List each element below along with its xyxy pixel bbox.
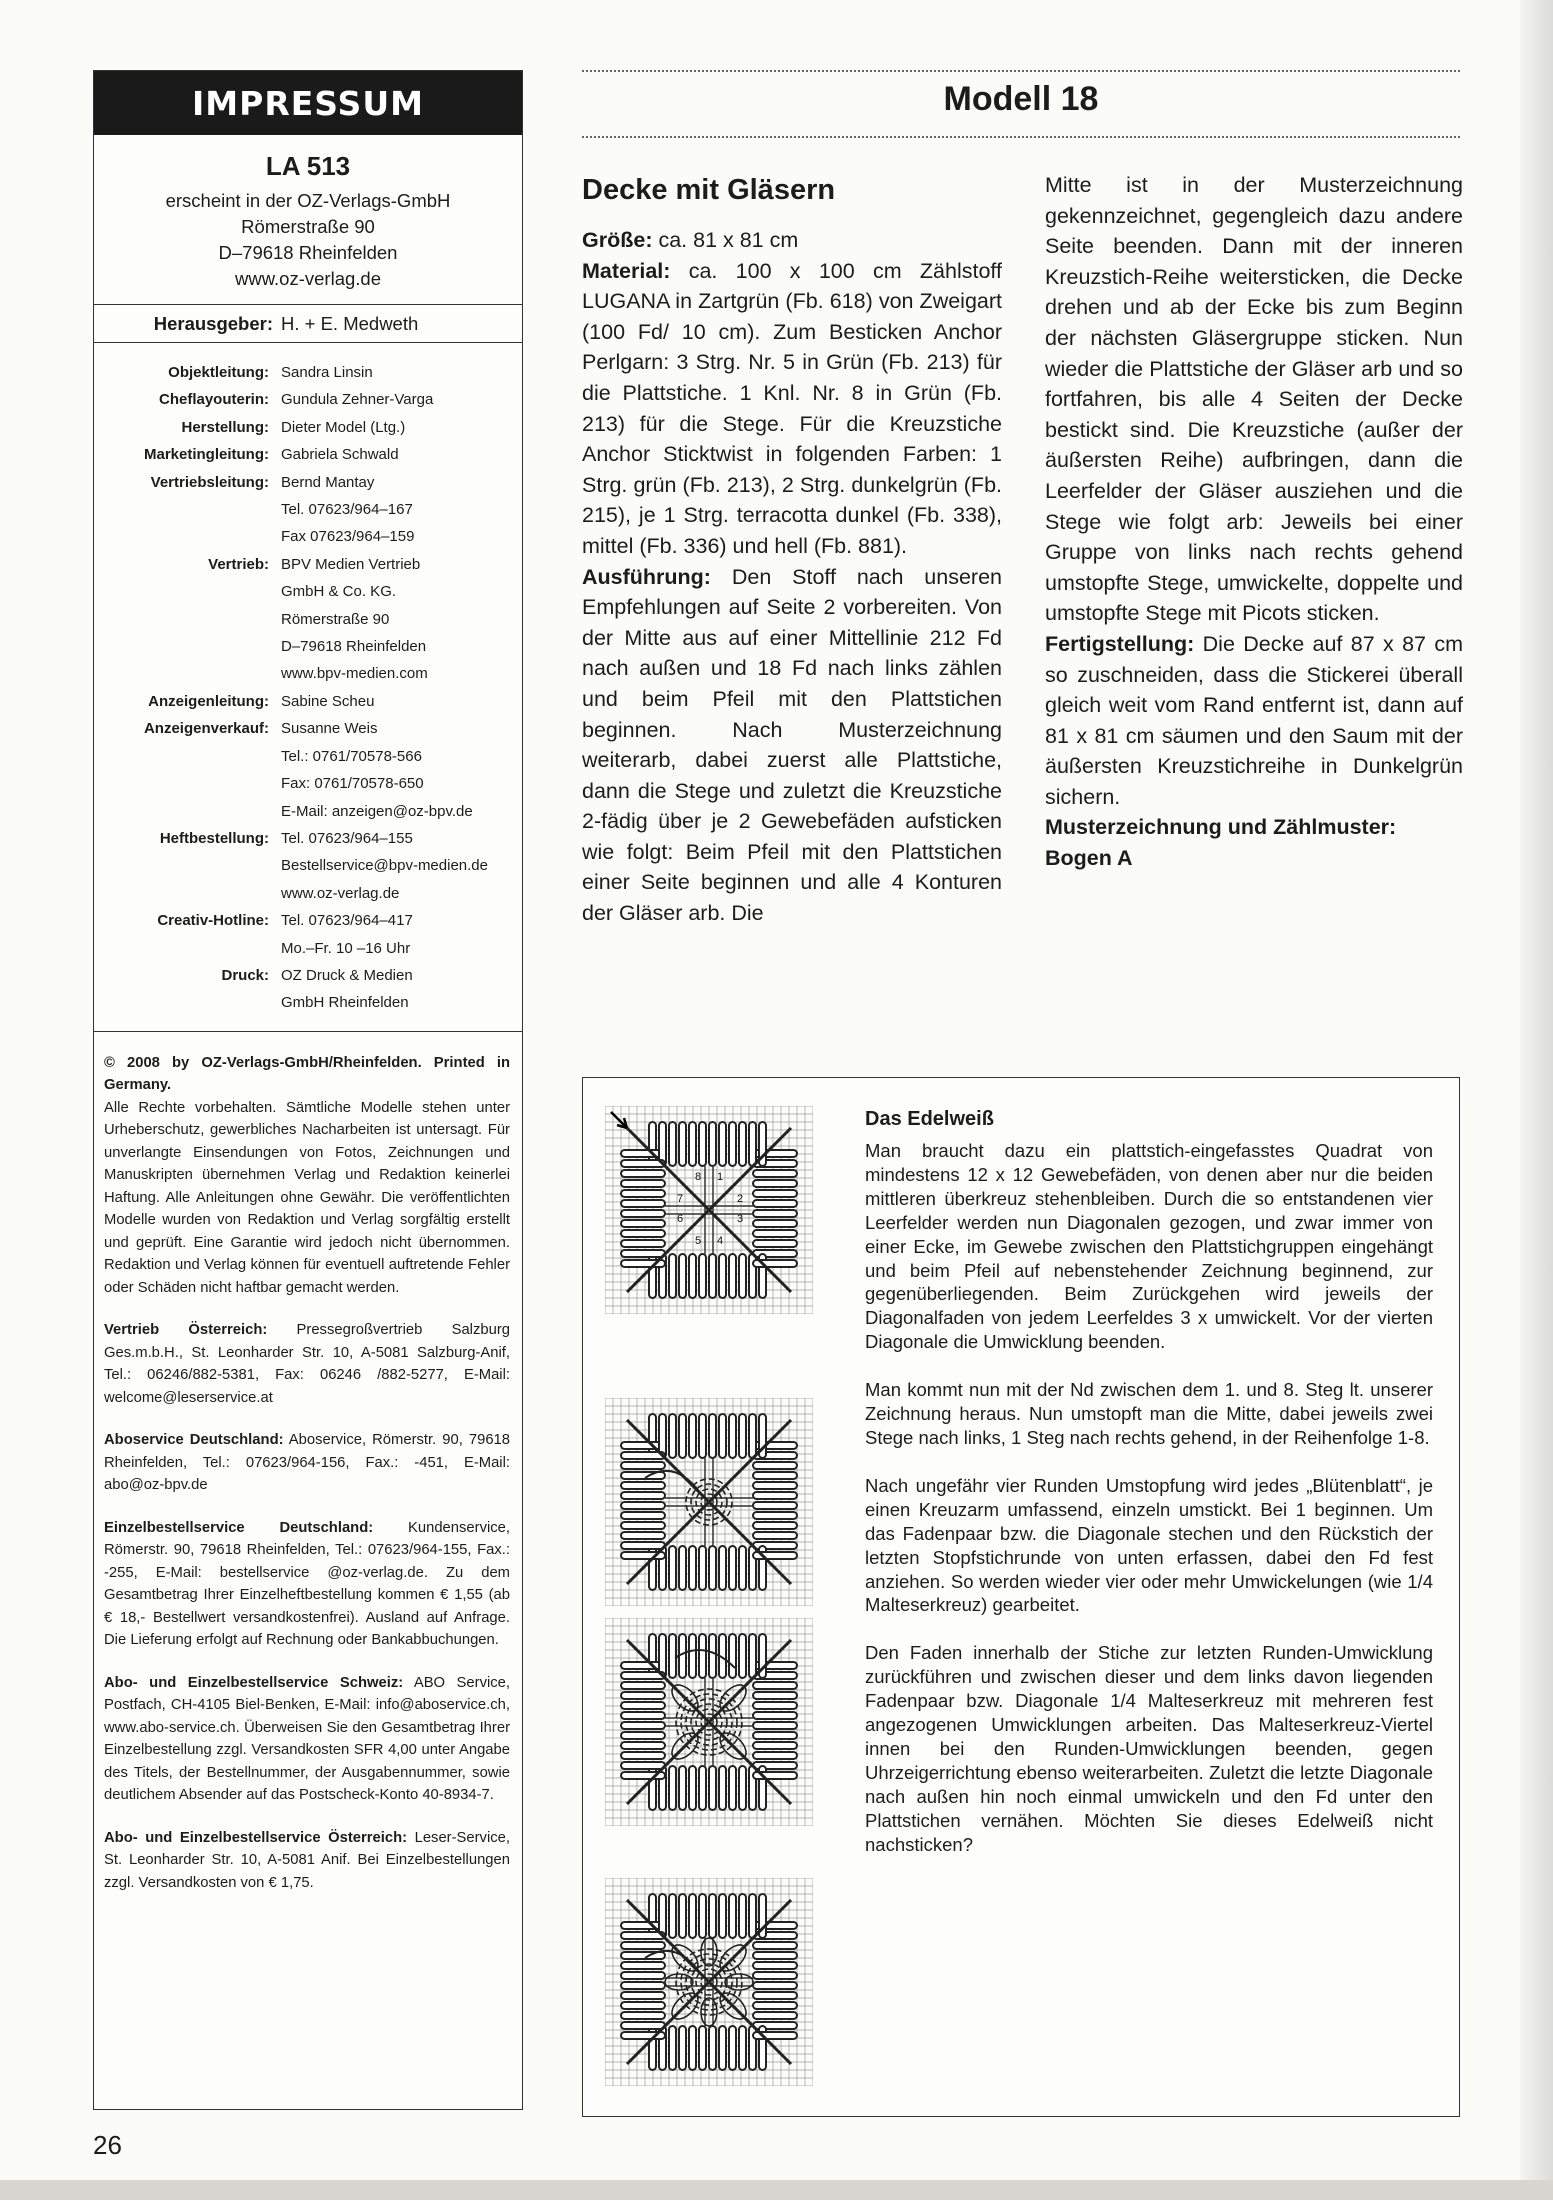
- credit-label: Objektleitung:: [168, 364, 269, 381]
- article-title: Decke mit Gläsern: [582, 174, 836, 206]
- credit-row: [94, 359, 522, 386]
- muster-value: Bogen A: [1045, 846, 1133, 871]
- credit-label: [94, 523, 281, 550]
- fertigstellung-label: Fertigstellung:: [1045, 631, 1195, 656]
- credit-label: [94, 852, 281, 879]
- credit-value: Fax 07623/964–159: [281, 528, 415, 546]
- credits-list: [94, 343, 522, 1032]
- credit-row: [94, 962, 522, 989]
- publisher-line: D–79618 Rheinfelden: [218, 242, 398, 263]
- credit-row: [94, 989, 522, 1016]
- credit-label: Cheflayouterin:: [158, 391, 269, 409]
- stitch-number-label: 6: [677, 1213, 684, 1225]
- credit-row: [94, 496, 522, 523]
- ausfuehrung-text: Den Stoff nach unseren Empfehlungen auf Seite 2 vorbereiten. Von der Mitte aus auf einer Mittellinie 212 Fd nach außen und 18 Fd nach links zählen und beim Pfeil mit den Plattstichen beginnen. Nach Musterzeichnung weiterarb, dabei zuerst alle Plattstiche, dann die Stege und zuletzt die Kreuzstiche 2-fädig über je 2 Gewebefäden aufsticken wie folgt: Beim Pfeil mit den Plattstichen einer Seite beginnen und alle 4 Konturen der Gläser arb. Die: [582, 564, 1002, 926]
- credit-value: E-Mail: anzeigen@oz-bpv.de: [281, 802, 473, 820]
- ausfuehrung-label: Ausführung:: [582, 564, 711, 589]
- stitch-number-label: 8: [695, 1171, 702, 1183]
- credit-value: OZ Druck & Medien: [281, 966, 413, 984]
- credit-value: Bernd Mantay: [281, 473, 375, 491]
- credit-value: Gabriela Schwald: [281, 446, 399, 464]
- edelweiss-box: [582, 1077, 1460, 2117]
- publisher-website[interactable]: www.oz-verlag.de: [234, 268, 381, 289]
- service-note: [104, 1319, 510, 1409]
- edelweiss-diagram-step-2: [605, 1398, 813, 1606]
- stitch-number-label: 3: [737, 1213, 744, 1225]
- service-note: [104, 1827, 510, 1895]
- credit-row: [94, 414, 522, 441]
- muster-paragraph: [1045, 812, 1463, 873]
- credit-row: [94, 907, 522, 934]
- credit-row: [94, 441, 522, 468]
- service-note: [104, 1429, 510, 1497]
- credit-value: GmbH Rheinfelden: [281, 994, 409, 1012]
- credit-label: [94, 660, 281, 687]
- credit-value: Römerstraße 90: [281, 610, 390, 628]
- service-note-text: Pressegroßvertrieb Salzburg Ges.m.b.H., St. Leonharder Str. 10, A-5081 Salzburg-Anif, Tel.: 06246/882-5381, Fax: 06246 /882-5277, E-Mail: welcome@leserservice.at: [104, 1322, 510, 1406]
- credit-label: Herstellung:: [181, 418, 269, 436]
- credit-value: D–79618 Rheinfelden: [281, 638, 427, 656]
- groesse-label: Größe:: [582, 228, 653, 252]
- edelweiss-paragraph: Man braucht dazu ein plattstich-eingefasstes Quadrat von mindestens 12 x 12 Gewebefäden, von denen aber nur die beiden mittleren überkreuz stehenbleiben. Durch die so entstandenen vier Leerfelder werden nun Diagonalen gezogen, und zwar immer von einer Ecke, im Gewebe zwischen den Plattstichgruppen eingehängt und beim Pfeil auf nebenstehender Zeichnung beginnend, zur gegenüberliegenden. Beim Zurückgehen wird jeweils der Diagonalfaden von jedem Leerfeldes 3 x umwickelt. Vor der vierten Diagonale die Umwicklung beenden.: [865, 1140, 1433, 1353]
- edelweiss-diagram-step-3: [605, 1618, 813, 1826]
- issue-number: LA 513: [265, 151, 351, 181]
- service-note-text: ABO Service, Postfach, CH-4105 Biel-Benken, E-Mail: info@aboservice.ch, www.abo-service.ch. Überweisen Sie den Gesamtbetrag Ihrer Einzelbestellung zzgl. Versandkosten SFR 4,00 unter Angabe des Titels, der Bestellnummer, der Ausgabennummer, sowie deutlichem Absender auf das Postscheck-Konto 40-8934-7.: [104, 1674, 510, 1804]
- copyright-title: © 2008 by OZ-Verlags-GmbH/Rheinfelden. Printed in Germany.: [104, 1054, 510, 1094]
- credit-label: Anzeigenverkauf:: [143, 720, 269, 738]
- stitch-number-label: 2: [737, 1193, 744, 1205]
- service-note-label: Aboservice Deutschland:: [104, 1432, 284, 1449]
- credit-value: Bestellservice@bpv-medien.de: [281, 857, 488, 875]
- credit-label: Creativ-Hotline:: [157, 912, 269, 930]
- service-note-text: Leser-Service, St. Leonharder Str. 10, A-5081 Anif. Bei Einzelbestellungen zzgl. Versandkosten von € 1,75.: [104, 1829, 510, 1891]
- publisher-line: erscheint in der OZ-Verlags-GmbH: [165, 190, 451, 211]
- page-number: 26: [93, 2130, 122, 2160]
- credit-row: [94, 578, 522, 605]
- credit-row: [94, 660, 522, 687]
- edelweiss-paragraph: Den Faden innerhalb der Stiche zur letzten Runden-Umwicklung zurückführen und zwischen dieser und dem links davon liegenden Fadenpaar bzw. Diagonale 1/4 Malteserkreuz mit mehreren fest angezogenen Umwicklungen arbeiten. Das Malteserkreuz-Viertel innen bei den Runden-Umwicklungen beenden, gegen Uhrzeigerrichtung ebenso weiterarbeiten. Zuletzt die letzte Diagonale nach außen hin noch einmal umwickeln und den Fd unter den Plattstichen vernähen. Möchten Sie dieses Edelweiß nicht nachsticken?: [865, 1642, 1433, 1855]
- herausgeber-label: Herausgeber:: [153, 312, 273, 334]
- arrow-icon: [611, 1112, 627, 1128]
- dotted-rule: [582, 70, 1460, 72]
- credit-row: [94, 770, 522, 797]
- credit-label: Anzeigenleitung:: [148, 692, 269, 710]
- credit-label: Heftbestellung:: [159, 829, 269, 847]
- edelweiss-paragraph: Man kommt nun mit der Nd zwischen dem 1. und 8. Steg lt. unserer Zeichnung heraus. Nun umstopft man die Mitte, dabei jeweils zwei Stege nach links, 1 Steg nach rechts gehend, in der Reihenfolge 1-8.: [865, 1379, 1433, 1448]
- service-note: [104, 1672, 510, 1807]
- stitch-number-label: 1: [717, 1171, 724, 1183]
- credit-label: Vertriebsleitung:: [150, 473, 269, 491]
- edelweiss-diagram-step-4: [605, 1878, 813, 2086]
- credit-value: Dieter Model (Ltg.): [281, 418, 406, 436]
- copyright-text: Alle Rechte vorbehalten. Sämtliche Modelle stehen unter Urheberschutz, gewerbliches Nacharbeiten ist untersagt. Für unverlangte Einsendungen von Fotos, Zeichnungen und Manuskripten übernehmen Verlag und Redaktion keinerlei Haftung. Alle Anleitungen ohne Gewähr. Die veröffentlichten Modelle wurden von Redaktion und Verlag sorgfältig erstellt und geprüft. Eine Garantie wird jedoch nicht übernommen. Redaktion und Verlag können für eventuell auftretende Fehler oder Schäden nicht haftbar gemacht werden.: [104, 1099, 510, 1296]
- credit-label: [94, 770, 281, 797]
- impressum-header: [94, 135, 522, 305]
- credit-row: [94, 688, 522, 715]
- credit-value: www.oz-verlag.de: [281, 884, 400, 902]
- credit-value: Tel. 07623/964–167: [281, 501, 413, 519]
- dotted-rule: [582, 136, 1460, 138]
- edelweiss-diagram-step-1: [605, 1106, 813, 1314]
- groesse-paragraph: [582, 225, 1002, 256]
- continuation-paragraph: Mitte ist in der Musterzeichnung gekennzeichnet, gegengleich dazu andere Seite beenden. Dann mit der inneren Kreuzstich-Reihe weitersticken, die Decke drehen und ab der Ecke bis zum Beginn der nächsten Gläsergruppe sticken. Nun wieder die Plattstiche der Gläser arb und so fortfahren, bis alle 4 Seiten der Decke bestickt sind. Die Kreuzstiche (außer der äußersten Reihe) aufbringen, dann die Leerfelder der Gläser ausziehen und die Stege wie folgt arb: Jeweils bei einer Gruppe von links nach rechts gehend umstopfte Stege, umwickelte, doppelte und umstopfte Stege mit Picots sticken.: [1045, 173, 1463, 626]
- credit-value: Tel. 07623/964–155: [281, 829, 413, 847]
- model-title: Modell 18: [943, 80, 1099, 118]
- credit-value: Fax: 0761/70578-650: [281, 775, 424, 793]
- credit-label: Marketingleitung:: [143, 446, 269, 464]
- credit-label: Vertrieb:: [208, 555, 269, 573]
- credit-value: Tel. 07623/964–417: [281, 912, 413, 930]
- credit-label: [94, 989, 281, 1016]
- credit-value: GmbH & Co. KG.: [281, 583, 397, 601]
- credit-row: [94, 523, 522, 550]
- credit-value: www.bpv-medien.com: [281, 665, 428, 683]
- credit-row: [94, 386, 522, 413]
- credit-row: [94, 606, 522, 633]
- credit-row: [94, 880, 522, 907]
- stitch-number-label: 7: [677, 1193, 684, 1205]
- credit-value: Sabine Scheu: [281, 692, 375, 710]
- impressum-box: [93, 70, 523, 2110]
- service-note-label: Vertrieb Österreich:: [104, 1322, 268, 1339]
- article-column-2: [1045, 170, 1463, 874]
- service-note-text: Aboservice, Römerstr. 90, 79618 Rheinfelden, Tel.: 07623/964-156, Fax.: -451, E-Mail: abo@oz-bpv.de: [104, 1432, 511, 1494]
- fertigstellung-paragraph: [1045, 629, 1463, 813]
- credit-row: [94, 633, 522, 660]
- service-note-label: Abo- und Einzelbestellservice Österreich:: [104, 1829, 408, 1846]
- groesse-value: ca. 81 x 81 cm: [652, 228, 799, 252]
- ausfuehrung-paragraph: [582, 562, 1002, 929]
- credit-label: [94, 606, 281, 633]
- credit-label: [94, 633, 281, 660]
- credit-label: [94, 496, 281, 523]
- herausgeber-value: H. + E. Medweth: [281, 312, 419, 334]
- credit-value: Tel.: 0761/70578-566: [281, 747, 422, 765]
- credit-row: [94, 798, 522, 825]
- service-note-label: Abo- und Einzelbestellservice Schweiz:: [104, 1674, 404, 1691]
- page-edge-shadow: [1520, 0, 1553, 2200]
- herausgeber-row: [94, 305, 522, 343]
- scan-bottom-edge: [0, 2180, 1553, 2200]
- impressum-notes: [94, 1032, 522, 1895]
- fertigstellung-text: Die Decke auf 87 x 87 cm so zuschneiden, dass die Stickerei überall gleich weit vom Rand entfernt ist, dann auf 81 x 81 cm säumen und den Saum mit der äußersten Kreuzstichreihe in Dunkelgrün sichern.: [1045, 631, 1463, 809]
- credit-row: [94, 715, 522, 742]
- service-note-text: Kundenservice, Römerstr. 90, 79618 Rheinfelden, Tel.: 07623/964-155, Fax.: -255, E-Mail: bestellservice @oz-verlag.de. Zu dem Gesamtbetrag Ihrer Einzelheftbestellung kommen € 1,55 (ab € 18,- Bestellwert versandkostenfrei). Ausland auf Anfrage. Die Lieferung erfolgt auf Rechnung oder Bankabbuchungen.: [104, 1519, 510, 1649]
- impressum-title: IMPRESSUM: [94, 71, 522, 135]
- service-notes: [104, 1319, 510, 1894]
- material-label: Material:: [582, 258, 671, 283]
- material-text: ca. 100 x 100 cm Zählstoff LUGANA in Zartgrün (Fb. 618) von Zweigart (100 Fd/ 10 cm). Zum Besticken Anchor Perlgarn: 3 Strg. Nr. 5 in Grün (Fb. 213) für die Plattstiche. 1 Knl. Nr. 8 in Grün (Fb. 213) für die Stege. Für die Kreuzstiche Anchor Sticktwist in folgenden Farben: 1 Strg. grün (Fb. 213), 2 Strg. dunkelgrün (Fb. 215), je 1 Strg. terracotta dunkel (Fb. 338), mittel (Fb. 336) und hell (Fb. 881).: [582, 258, 1002, 558]
- edelweiss-text: [865, 1108, 1433, 1880]
- credit-value: Gundula Zehner-Varga: [281, 391, 434, 409]
- credit-value: Mo.–Fr. 10 –16 Uhr: [281, 939, 411, 957]
- credit-label: [94, 798, 281, 825]
- credit-label: [94, 743, 281, 770]
- stitch-number-label: 5: [695, 1235, 702, 1247]
- material-paragraph: [582, 256, 1002, 562]
- edelweiss-title: Das Edelweiß: [865, 1108, 994, 1130]
- credit-label: Druck:: [221, 966, 269, 984]
- credit-row: [94, 743, 522, 770]
- stitch-number-label: 4: [717, 1235, 724, 1247]
- credit-label: [94, 880, 281, 907]
- credit-row: [94, 935, 522, 962]
- service-note-label: Einzelbestellservice Deutschland:: [104, 1519, 374, 1536]
- credit-value: Sandra Linsin: [281, 364, 373, 381]
- credit-label: [94, 578, 281, 605]
- credit-row: [94, 852, 522, 879]
- credit-row: [94, 551, 522, 578]
- article-column-1: [582, 170, 1002, 929]
- credit-label: [94, 935, 281, 962]
- credit-value: BPV Medien Vertrieb: [281, 555, 421, 573]
- credit-row: [94, 469, 522, 496]
- credit-value: Susanne Weis: [281, 720, 378, 738]
- copyright-note: [104, 1052, 510, 1300]
- muster-label: Musterzeichnung und Zählmuster:: [1045, 815, 1397, 840]
- credit-row: [94, 825, 522, 852]
- edelweiss-paragraph: Nach ungefähr vier Runden Umstopfung wird jedes „Blütenblatt“, je einen Kreuzarm umfassend, einzeln umstickt. Bei 1 beginnen. Um das Fadenpaar bzw. die Diagonale stechen und den Rückstich der letzten Stopfstichrunde von unten erfassen, dabei den Fd fest anziehen. So werden wieder vier oder mehr Umwickelungen (wie 1/4 Malteserkreuz) gearbeitet.: [865, 1474, 1433, 1616]
- service-note: [104, 1517, 510, 1652]
- publisher-line: Römerstraße 90: [241, 216, 375, 237]
